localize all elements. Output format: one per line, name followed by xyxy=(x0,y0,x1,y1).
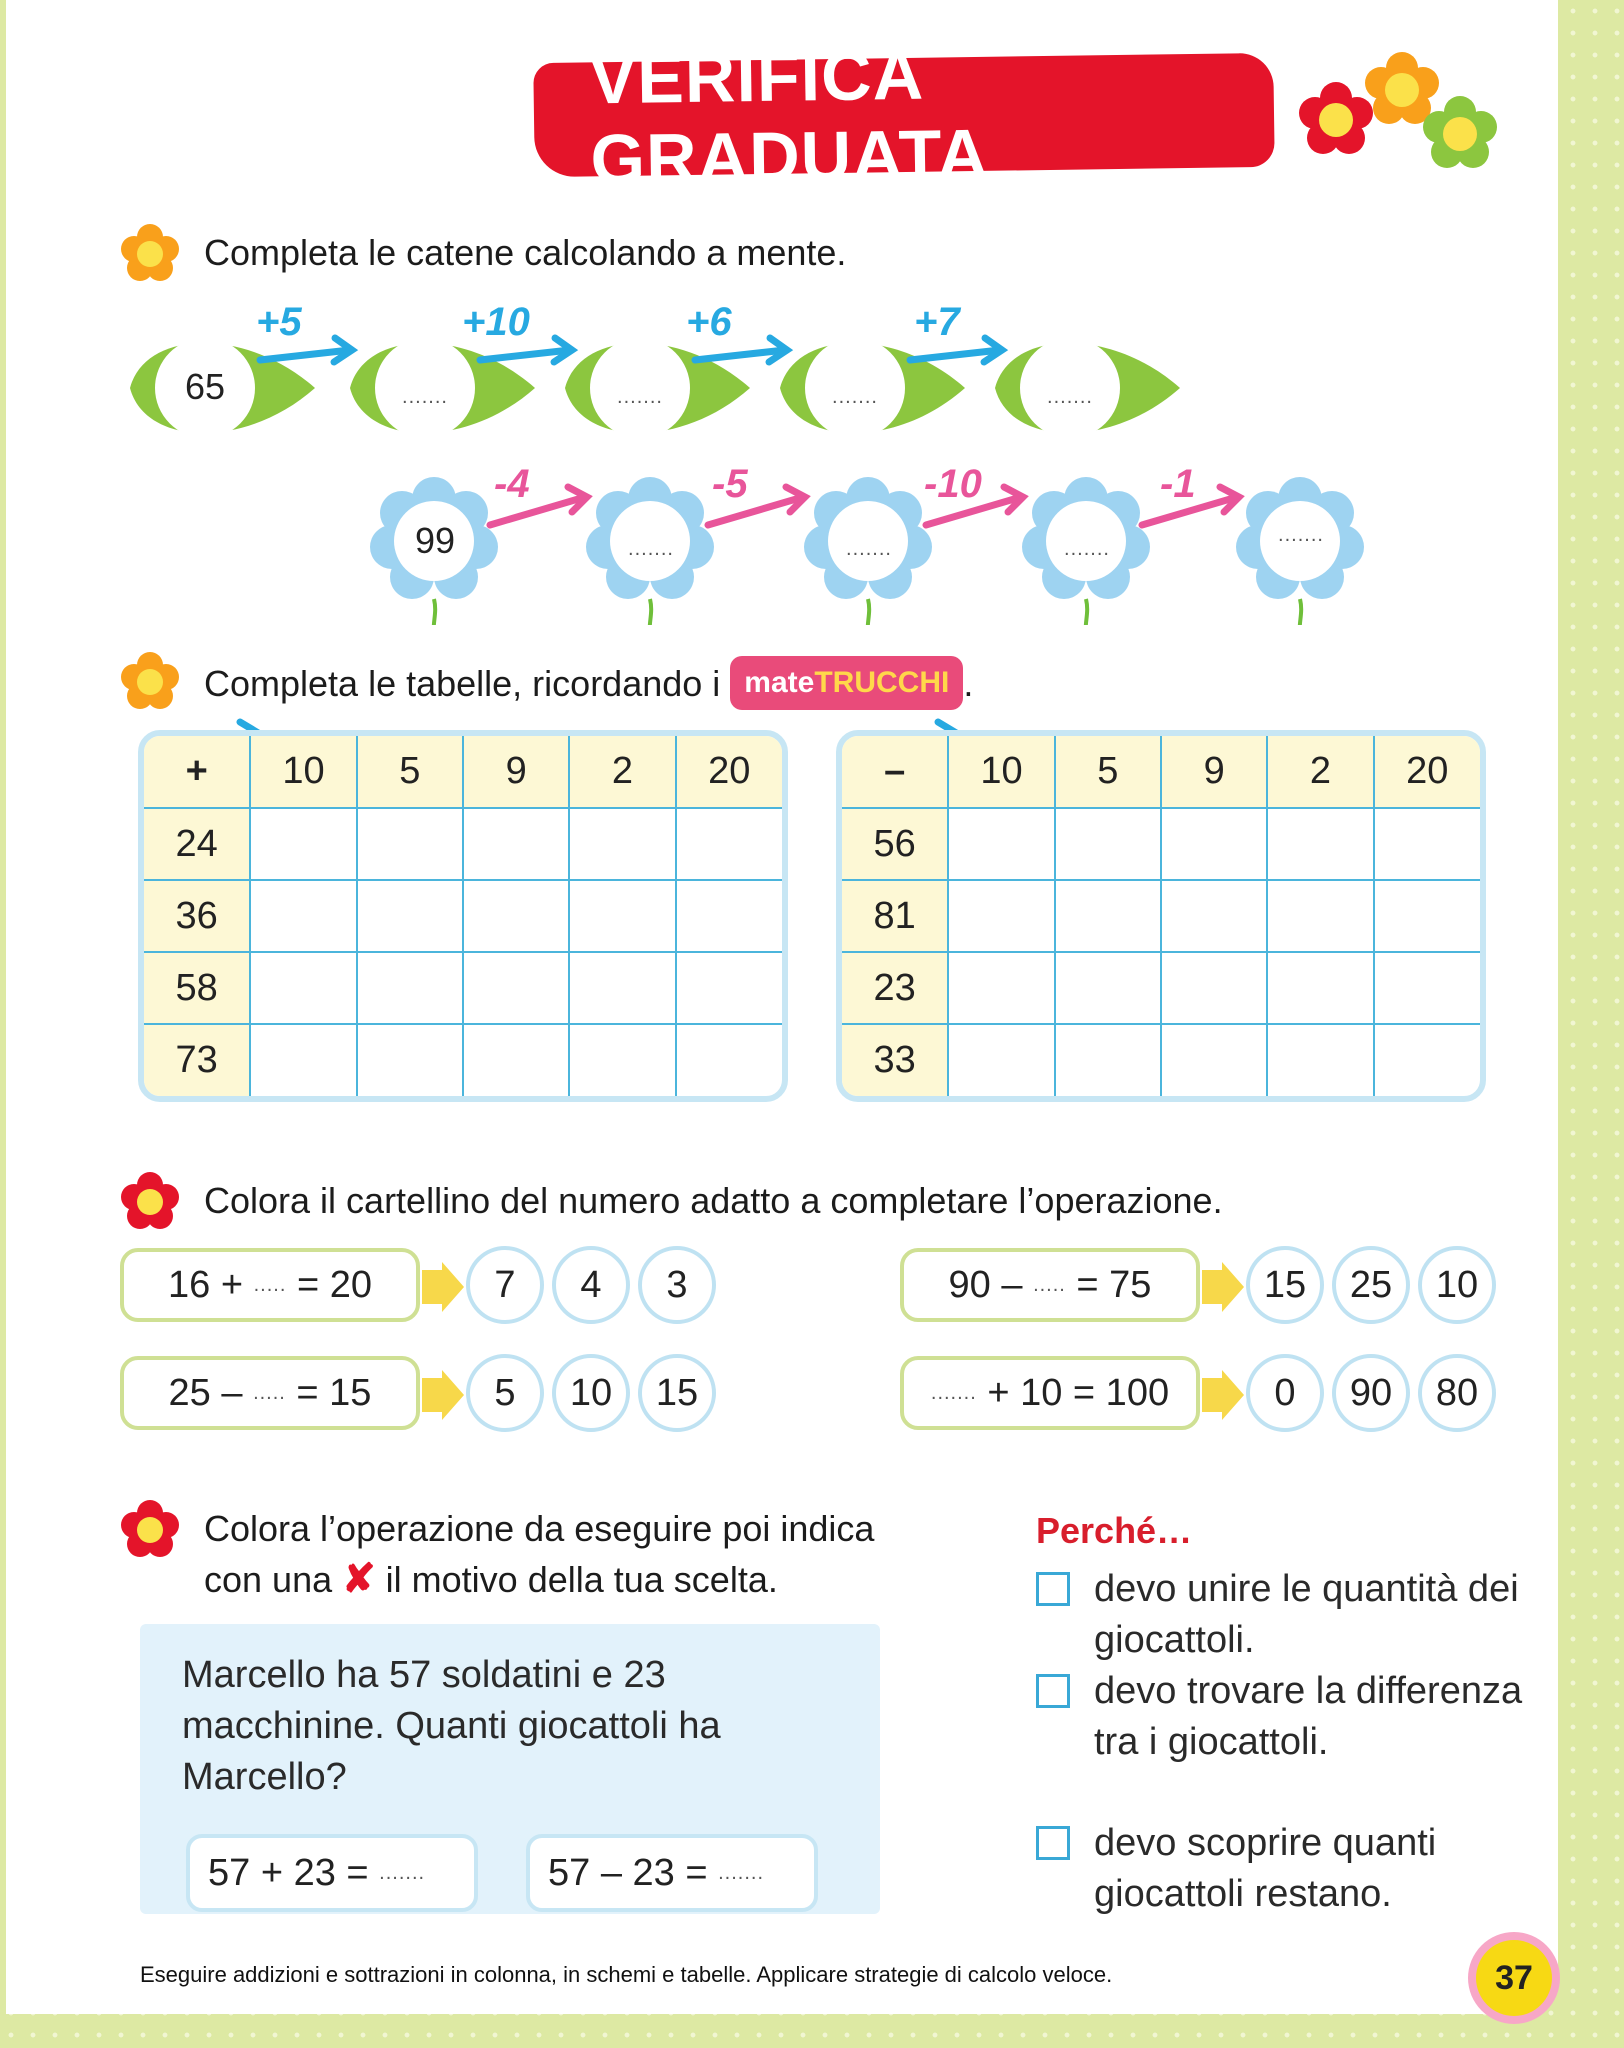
equation-blank: ..... xyxy=(253,1273,287,1296)
leaf-blank-3[interactable]: ....... xyxy=(617,386,663,408)
yellow-arrow-icon xyxy=(1198,1370,1244,1420)
smiling-flowers-icon xyxy=(1290,40,1530,180)
leaf-blank-4[interactable]: ....... xyxy=(832,386,878,408)
answer-cell[interactable] xyxy=(676,808,782,880)
answer-cell[interactable] xyxy=(1055,880,1161,952)
leaf-op-1: +5 xyxy=(256,300,302,344)
answer-cell[interactable] xyxy=(569,880,675,952)
yellow-arrow-icon xyxy=(418,1262,464,1312)
answer-cell[interactable] xyxy=(569,1024,675,1096)
red-flower-icon xyxy=(118,1172,182,1232)
flower-op-4: -1 xyxy=(1160,462,1196,506)
answer-cell[interactable] xyxy=(1055,1024,1161,1096)
flower-blank-2[interactable]: ....... xyxy=(628,538,674,560)
flower-blank-3[interactable]: ....... xyxy=(846,538,892,560)
number-tag[interactable]: 0 xyxy=(1246,1354,1324,1432)
number-tag[interactable]: 15 xyxy=(638,1354,716,1432)
row-header: 56 xyxy=(842,808,948,880)
flower-5 xyxy=(1236,477,1364,625)
flower-blank-5[interactable]: ....... xyxy=(1278,524,1324,546)
yellow-arrow-icon xyxy=(1198,1262,1244,1312)
flower-blank-4[interactable]: ....... xyxy=(1064,538,1110,560)
answer-cell[interactable] xyxy=(463,880,569,952)
yellow-arrow-icon xyxy=(418,1370,464,1420)
checkbox[interactable] xyxy=(1036,1826,1070,1860)
number-tag[interactable]: 80 xyxy=(1418,1354,1496,1432)
checkbox[interactable] xyxy=(1036,1572,1070,1606)
answer-cell[interactable] xyxy=(357,952,463,1024)
answer-cell[interactable] xyxy=(250,808,356,880)
leaf-start-value: 65 xyxy=(184,366,226,407)
orange-flower-icon xyxy=(118,224,182,284)
equation-box: 90 – ..... = 75 xyxy=(900,1248,1200,1322)
col-header: 5 xyxy=(1055,736,1161,808)
col-header: 10 xyxy=(250,736,356,808)
leaf-blank-2[interactable]: ....... xyxy=(402,386,448,408)
orange-flower-icon xyxy=(118,652,182,712)
answer-cell[interactable] xyxy=(1267,1024,1373,1096)
exercise-4-heading xyxy=(118,1504,874,1605)
col-header: 20 xyxy=(676,736,782,808)
col-header: 9 xyxy=(1161,736,1267,808)
exercise-3-instruction: Colora il cartellino del numero adatto a completare l’operazione. xyxy=(204,1180,1223,1221)
red-flower-icon xyxy=(118,1500,182,1560)
table-op-cell: – xyxy=(842,736,948,808)
row-header: 23 xyxy=(842,952,948,1024)
answer-cell[interactable] xyxy=(1374,808,1480,880)
answer-cell[interactable] xyxy=(948,1024,1054,1096)
exercise-3-heading xyxy=(118,1176,1223,1232)
answer-cell[interactable] xyxy=(1161,880,1267,952)
row-header: 33 xyxy=(842,1024,948,1096)
equation-blank: ..... xyxy=(253,1381,286,1404)
answer-cell[interactable] xyxy=(463,808,569,880)
col-header: 5 xyxy=(357,736,463,808)
answer-cell[interactable] xyxy=(357,1024,463,1096)
leaf-blank-5[interactable]: ....... xyxy=(1047,386,1093,408)
col-header: 10 xyxy=(948,736,1054,808)
number-tag[interactable]: 3 xyxy=(638,1246,716,1324)
number-tag[interactable]: 5 xyxy=(466,1354,544,1432)
addition-table xyxy=(138,730,788,1102)
equation-box: 16 + ..... = 20 xyxy=(120,1248,420,1322)
answer-cell[interactable] xyxy=(676,1024,782,1096)
row-header: 24 xyxy=(144,808,250,880)
answer-cell[interactable] xyxy=(676,952,782,1024)
why-option-1[interactable]: devo unire le quantità dei giocattoli. xyxy=(1036,1564,1534,1666)
equation-blank: ....... xyxy=(930,1381,977,1404)
answer-cell[interactable] xyxy=(569,808,675,880)
why-title: Perché… xyxy=(1036,1510,1193,1551)
exercise-2-heading xyxy=(118,656,973,712)
exercise-1-heading xyxy=(118,228,846,284)
answer-cell[interactable] xyxy=(250,952,356,1024)
equation-box: ....... + 10 = 100 xyxy=(900,1356,1200,1430)
answer-cell[interactable] xyxy=(357,880,463,952)
leaf-op-3: +6 xyxy=(686,300,732,344)
number-tag[interactable]: 7 xyxy=(466,1246,544,1324)
why-option-2[interactable]: devo trovare la differenza tra i giocattoli. xyxy=(1036,1666,1534,1768)
row-header: 58 xyxy=(144,952,250,1024)
answer-cell[interactable] xyxy=(1267,808,1373,880)
col-header: 2 xyxy=(1267,736,1373,808)
problem-text: Marcello ha 57 soldatini e 23 macchinine. Quanti giocattoli ha Marcello? xyxy=(182,1654,721,1798)
number-tag[interactable]: 10 xyxy=(552,1354,630,1432)
red-x-icon: ✘ xyxy=(342,1557,376,1601)
number-tag[interactable]: 90 xyxy=(1332,1354,1410,1432)
flower-start-value: 99 xyxy=(414,520,456,561)
operation-choice-add[interactable]: 57 + 23 = ....... xyxy=(186,1834,478,1912)
number-tag[interactable]: 4 xyxy=(552,1246,630,1324)
title-banner xyxy=(533,35,1275,199)
answer-cell[interactable] xyxy=(1374,880,1480,952)
answer-cell[interactable] xyxy=(463,1024,569,1096)
equation-box: 25 – ..... = 15 xyxy=(120,1356,420,1430)
col-header: 2 xyxy=(569,736,675,808)
answer-cell[interactable] xyxy=(948,808,1054,880)
page-number: 37 xyxy=(1476,1940,1552,2016)
leaf-op-2: +10 xyxy=(462,300,530,344)
equation-blank: ..... xyxy=(1033,1273,1066,1296)
page-title: VERIFICA GRADUATA xyxy=(588,35,990,199)
answer-cell[interactable] xyxy=(1374,952,1480,1024)
answer-cell[interactable] xyxy=(357,808,463,880)
checkbox[interactable] xyxy=(1036,1674,1070,1708)
row-header: 36 xyxy=(144,880,250,952)
answer-cell[interactable] xyxy=(250,1024,356,1096)
exercise-2-instruction: Completa le tabelle, ricordando i mateTRUCCHI . xyxy=(204,656,973,710)
number-tag[interactable]: 25 xyxy=(1332,1246,1410,1324)
col-header: 9 xyxy=(463,736,569,808)
flower-op-3: -10 xyxy=(924,462,982,506)
answer-cell[interactable] xyxy=(676,880,782,952)
number-tag[interactable]: 15 xyxy=(1246,1246,1324,1324)
answer-cell[interactable] xyxy=(1267,952,1373,1024)
answer-cell[interactable] xyxy=(250,880,356,952)
answer-cell[interactable] xyxy=(1161,952,1267,1024)
number-tag[interactable]: 10 xyxy=(1418,1246,1496,1324)
table-op-cell: + xyxy=(144,736,250,808)
answer-cell[interactable] xyxy=(1267,880,1373,952)
exercise-4-instruction: Colora l’operazione da eseguire poi indica con una ✘ il motivo della tua scelta. xyxy=(204,1508,875,1601)
answer-cell[interactable] xyxy=(463,952,569,1024)
answer-cell[interactable] xyxy=(1055,952,1161,1024)
subtraction-table xyxy=(836,730,1486,1102)
answer-cell[interactable] xyxy=(569,952,675,1024)
answer-cell[interactable] xyxy=(948,880,1054,952)
answer-cell[interactable] xyxy=(1161,1024,1267,1096)
answer-cell[interactable] xyxy=(1161,808,1267,880)
leaf-op-4: +7 xyxy=(914,300,960,344)
answer-cell[interactable] xyxy=(1374,1024,1480,1096)
why-option-3[interactable]: devo scoprire quanti giocattoli restano. xyxy=(1036,1818,1534,1920)
operation-choice-subtract[interactable]: 57 – 23 = ....... xyxy=(526,1834,818,1912)
answer-cell[interactable] xyxy=(948,952,1054,1024)
flower-op-1: -4 xyxy=(494,462,530,506)
matetrucchi-badge: mateTRUCCHI xyxy=(730,656,963,710)
footer-note: Eseguire addizioni e sottrazioni in colonna, in schemi e tabelle. Applicare strategie di calcolo veloce. xyxy=(140,1962,1113,1987)
flower-op-2: -5 xyxy=(712,462,748,506)
row-header: 81 xyxy=(842,880,948,952)
exercise-1-instruction: Completa le catene calcolando a mente. xyxy=(204,232,847,273)
col-header: 20 xyxy=(1374,736,1480,808)
row-header: 73 xyxy=(144,1024,250,1096)
answer-cell[interactable] xyxy=(1055,808,1161,880)
